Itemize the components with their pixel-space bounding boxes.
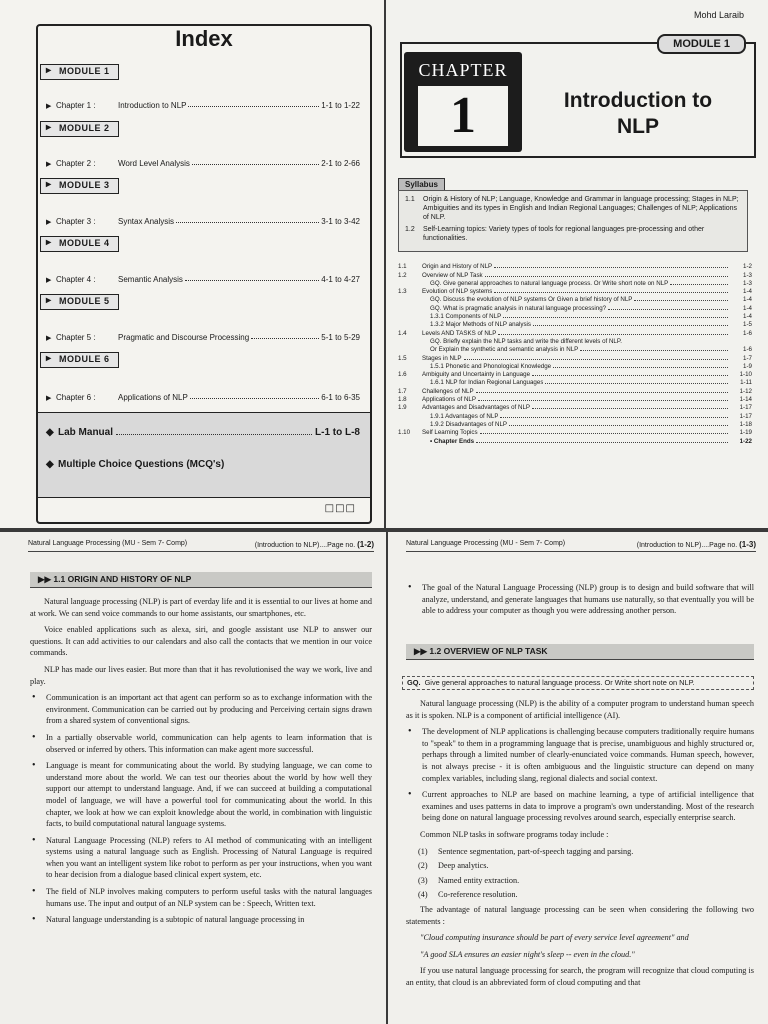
section-number: 1.6 [398,371,407,379]
running-header [406,540,756,552]
index-chapter-2[interactable]: ▶ Chapter 2 : Word Level Analysis 2-1 to 2-66 [46,159,360,168]
top-bullet-block [406,582,754,622]
section-page: 1-4 [743,288,752,296]
dot-leader [476,392,728,393]
paragraph: The advantage of natural language processing can be seen when considering the following two statements : [406,904,754,926]
dot-leader [478,400,728,401]
chapter-title: Syntax Analysis [118,217,175,226]
task-item: (2) Deep analytics. [418,861,489,871]
chapter-opening-page [386,0,768,528]
index-frame [36,24,372,524]
contents-row[interactable] [398,270,752,278]
dot-leader [494,292,728,293]
syllabus-label: Syllabus [398,178,445,191]
section-page: 1-10 [739,371,752,379]
section-title: • Chapter Ends [430,437,475,445]
contents-row[interactable] [398,328,752,336]
dot-leader [553,367,728,368]
section-title: GQ. What is pragmatic analysis in natural language processing? [430,304,607,312]
dot-leader [670,284,728,285]
section-page: 1-11 [740,379,752,387]
arrow-bullet-icon: ▶ [46,219,52,226]
contents-row[interactable] [398,370,752,378]
gq-text: Give general approaches to natural language process. Or Write short note on NLP. [424,678,695,687]
section-page: 1-4 [743,313,752,321]
section-number: 1.5 [398,354,407,362]
contents-row[interactable] [398,337,752,345]
dot-leader [476,442,728,443]
section-page: 1-18 [739,420,752,428]
section-page: 1-9 [743,362,752,370]
module-badge: MODULE 1 [657,34,746,54]
contents-row[interactable] [398,353,752,361]
arrow-bullet-icon: ▶ [46,335,52,342]
section-title: GQ. Give general approaches to natural language process. Or Write short note on NLP [430,279,669,287]
section-number: 1.2 [398,271,407,279]
diamond-bullet-icon: ◆ [46,459,54,470]
section-title: GQ. Discuss the evolution of NLP systems Or Given a brief history of NLP [430,296,633,304]
module-tag-1: ▸ MODULE 1 [40,64,119,80]
index-chapter-1[interactable]: ▶ Chapter 1 : Introduction to NLP 1-1 to 1-22 [46,101,360,110]
section-title: Applications of NLP [422,396,476,404]
content-page-1-3 [388,532,768,1024]
task-item: (4) Co-reference resolution. [418,890,518,900]
chapter-title: Word Level Analysis [118,159,190,168]
paragraph: If you use natural language processing for search, the program will recognize that cloud computing is an entity, that cloud is an abbreviated form of cloud computing and that [406,966,754,987]
index-page [0,0,384,528]
section-page: 1-4 [743,296,752,304]
section-page: 1-6 [743,346,752,354]
section-title: 1.3.1 Components of NLP [430,313,502,321]
chapter-title: Introduction to NLP [563,89,713,138]
section-title: GQ. Briefly explain the NLP tasks and write the different levels of NLP. [430,337,622,345]
contents-row[interactable] [398,312,752,320]
syllabus-item: 1.1 Origin & History of NLP; Language, Knowledge and Grammar in language processing; Stages in NLP; Ambiguities and its types in English and Indian Regional Languages; Challenges of NLP; Applications of NLP. [405,196,739,221]
bullet-item: • The development of NLP applications is challenging because computers traditionally require humans to "speak" to them in a programming language that is precise, unambiguous and highly structured or, perhaps through a limited number of clearly-enunciated voice commands. Human speech, however, is not always precise - it is often ambiguous and the linguistic structure can depend on many complex variables, including slang, regional dialects and social context. [406,726,754,784]
dot-leader [532,375,728,376]
contents-row[interactable] [398,403,752,411]
dot-leader [533,325,728,326]
dot-leader [608,309,728,310]
arrow-bullet-icon: ▶ [46,277,52,284]
contents-row[interactable] [398,295,752,303]
dot-leader [464,359,728,360]
dot-leader [545,383,728,384]
paragraph: Voice enabled applications such as alexa, siri, and google assistant use NLP to answer our questions. It can add activities to our calendars and also call the contacts that we mention in our voice commands. [30,625,372,658]
module-tag-6: ▸ MODULE 6 [40,352,119,368]
section-page: 1-5 [743,321,752,329]
index-chapter-5[interactable]: ▶ Chapter 5 : Pragmatic and Discourse Processing 5-1 to 5-29 [46,333,360,342]
section-title: Self Learning Topics [422,429,478,437]
lab-manual-label: Lab Manual [58,427,114,438]
task-item: (3) Named entity extraction. [418,875,520,885]
section-page: 1-3 [743,271,752,279]
mcq-label: Multiple Choice Questions (MCQ's) [58,459,225,470]
section-title: Origin and History of NLP [422,263,493,271]
section-page: 1-3 [743,279,752,287]
syllabus-box [398,190,748,252]
section-title: 1.5.1 Phonetic and Phonological Knowledge [430,362,552,370]
contents-row[interactable] [398,411,752,419]
dot-leader [498,334,728,335]
section-number: 1.7 [398,387,407,395]
chapter-number: 1 [418,86,508,146]
chapter-pages: 6-1 to 6-35 [321,393,360,402]
bullet-item: • Natural language understanding is a subtopic of natural language processing in [30,914,372,926]
contents-row[interactable] [398,386,752,394]
section-title: Or Explain the synthetic and semantic analysis in NLP [430,346,579,354]
section-title: Ambiguity and Uncertainty in Language [422,371,531,379]
contents-row[interactable] [398,420,752,428]
section-title: 1.9.2 Disadvantages of NLP [430,420,508,428]
section-title: Overview of NLP Task [422,271,483,279]
section-page: 1-12 [739,387,752,395]
index-chapter-3[interactable]: ▶ Chapter 3 : Syntax Analysis 3-1 to 3-42 [46,217,360,226]
section-number: 1.3 [398,288,407,296]
section-body [30,596,372,931]
dot-leader [580,350,728,351]
paragraph: Natural language processing (NLP) is the ability of a computer program to understand human speech as it is spoken. NLP is a component of artificial intelligence (AI). [406,699,754,720]
page-number: (1-2) [357,540,374,549]
quote: "A good SLA ensures an easier night's sleep -- even in the cloud." [420,949,635,959]
gq-question-box [402,676,754,690]
chapter-contents-list [398,262,752,445]
publisher-mark-icon: □□□ [324,503,356,514]
dot-leader [500,417,728,418]
contents-row[interactable] [398,436,752,444]
dot-leader [494,267,728,268]
bullet-item: • Communication is an important act that agent can perform so as to exchange information with the environment. Communication can be carried out by producing and Perceiving certain signs drawn from a shared system of conventional signs. [30,692,372,727]
section-number: 1.9 [398,404,407,412]
appendix-box [38,412,370,498]
contents-row[interactable] [398,395,752,403]
section-page: 1-6 [743,329,752,337]
section-number: 1.4 [398,329,407,337]
chapter-pages: 5-1 to 5-29 [321,333,360,342]
diamond-bullet-icon: ◆ [46,427,54,438]
section-title: 1.9.1 Advantages of NLP [430,412,499,420]
module-tag-5: ▸ MODULE 5 [40,294,119,310]
syllabus-item: 1.2 Self-Learning topics: Variety types of tools for regional languages pre-processing and other functionalities. [405,226,705,242]
author-name: Mohd Laraib [693,10,744,20]
section-title: 1.6.1 NLP for Indian Regional Languages [430,379,544,387]
section-body [406,698,754,993]
chapter-ref: (Introduction to NLP)....Page no. [254,542,356,549]
book-title: Natural Language Processing (MU - Sem 7- Comp) [28,540,188,547]
contents-row[interactable] [398,279,752,287]
dot-leader [485,276,728,277]
bullet-item: • The goal of the Natural Language Processing (NLP) group is to design and build software that will analyze, understand, and generate languages that humans use naturally, so that eventually you will be able to address your computer as though you were addressing another person. [406,582,754,617]
arrow-bullet-icon: ▶ [46,103,52,110]
chapter-pages: 1-1 to 1-22 [321,101,360,110]
lab-manual-pages: L-1 to L-8 [315,427,360,438]
contents-row[interactable] [398,287,752,295]
module-tag-2: ▸ MODULE 2 [40,121,119,137]
running-header [28,540,374,552]
section-page: 1-17 [739,404,752,412]
dot-leader [503,317,728,318]
chapter-pages: 2-1 to 2-66 [321,159,360,168]
paragraph: NLP has made our lives easier. But more than that it has revolutionised the way we work, live and play. [30,664,372,686]
bullet-item: • Current approaches to NLP are based on machine learning, a type of artificial intelligence that examines and uses patterns in data to improve a program's own understanding. Most of the research being done on natural language processing revolves around search, especially enterprise search. [406,789,754,824]
bullet-item: • Language is meant for communicating about the world. By studying language, we can come to understand more about the world. We can test our theories about the world by how well they support our attempt to understand language. And, if we can succeed at building a computational model of language, we will have a powerful tool for communicating about the world. In this chapter, we look at how we can exploit knowledge about the world, in combination with linguistic facts, to build computational natural language systems. [30,760,372,830]
dot-leader [509,425,728,426]
dot-leader [532,408,728,409]
dot-leader [634,300,728,301]
arrow-bullet-icon: ▶ [46,161,52,168]
bullet-item: • Natural Language Processing (NLP) refers to AI method of communicating with an intelligent systems using a natural language such as English. Processing of Natural Language is required when you want an intelligent system like robot to perform as per your instructions, when you want to hear decision from a dialogue based clinical expert system, etc. [30,835,372,881]
section-number: 1.10 [398,429,411,437]
book-title: Natural Language Processing (MU - Sem 7- Comp) [406,540,566,547]
section-number: 1.1 [398,263,407,271]
dot-leader [480,433,728,434]
chapter-title: Applications of NLP [118,393,188,402]
contents-row[interactable] [398,428,752,436]
module-tag-3: ▸ MODULE 3 [40,178,119,194]
contents-row[interactable] [398,320,752,328]
index-chapter-4[interactable]: ▶ Chapter 4 : Semantic Analysis 4-1 to 4-27 [46,275,360,284]
section-title: Advantages and Disadvantages of NLP [422,404,531,412]
lab-manual-entry[interactable] [46,427,360,438]
chapter-title: Introduction to NLP [118,101,187,110]
section-page: 1-7 [743,354,752,362]
chapter-title: Pragmatic and Discourse Processing [118,333,250,342]
section-number: 1.8 [398,396,407,404]
section-page: 1-2 [743,263,752,271]
section-heading: ▶▶ 1.1 ORIGIN AND HISTORY OF NLP [30,572,372,588]
mcq-entry[interactable] [46,459,360,470]
section-title: Evolution of NLP systems [422,288,493,296]
index-title: Index [175,26,233,51]
bullet-item: • In a partially observable world, communication can help agents to learn information that is observed or inferred by others. This information can make agent more successful. [30,732,372,755]
section-title: Levels AND TASKS of NLP [422,329,497,337]
section-page: 1-4 [743,304,752,312]
section-page: 1-17 [739,412,752,420]
contents-row[interactable] [398,303,752,311]
section-title: Stages in NLP [422,354,462,362]
chapter-ref: (Introduction to NLP)....Page no. [636,542,738,549]
section-page: 1-19 [739,429,752,437]
bullet-item: • The field of NLP involves making computers to perform useful tasks with the natural languages humans use. The input and output of an NLP system can be : Speech, Written text. [30,886,372,909]
task-item: (1) Sentence segmentation, part-of-speech tagging and parsing. [418,846,634,856]
chapter-title: Semantic Analysis [118,275,183,284]
chapter-number-box [404,52,522,152]
contents-row[interactable] [398,262,752,270]
paragraph: Natural language processing (NLP) is part of everday life and it is essential to our lives at home and at work. We can send voice commands to our home assistants, our smartphones, etc. [30,597,372,618]
section-heading: ▶▶ 1.2 OVERVIEW OF NLP TASK [406,644,754,660]
chapter-word: CHAPTER [418,60,508,80]
contents-row[interactable] [398,378,752,386]
arrow-bullet-icon: ▶ [46,395,52,402]
section-page: 1-14 [739,396,752,404]
chapter-header-frame [400,38,756,158]
content-page-1-2 [0,532,386,1024]
section-title: Challenges of NLP [422,387,474,395]
contents-row[interactable] [398,362,752,370]
paragraph: Common NLP tasks in software programs today include : [420,829,609,839]
index-chapter-6[interactable]: ▶ Chapter 6 : Applications of NLP 6-1 to 6-35 [46,393,360,402]
gq-label: GQ. [407,678,421,687]
section-title: 1.3.2 Major Methods of NLP analysis [430,321,531,329]
chapter-pages: 4-1 to 4-27 [321,275,360,284]
module-tag-4: ▸ MODULE 4 [40,236,119,252]
page-number: (1-3) [739,540,756,549]
section-page: 1-22 [739,437,752,445]
chapter-pages: 3-1 to 3-42 [321,217,360,226]
quote: "Cloud computing insurance should be part of every service level agreement" and [420,933,689,943]
contents-row[interactable] [398,345,752,353]
